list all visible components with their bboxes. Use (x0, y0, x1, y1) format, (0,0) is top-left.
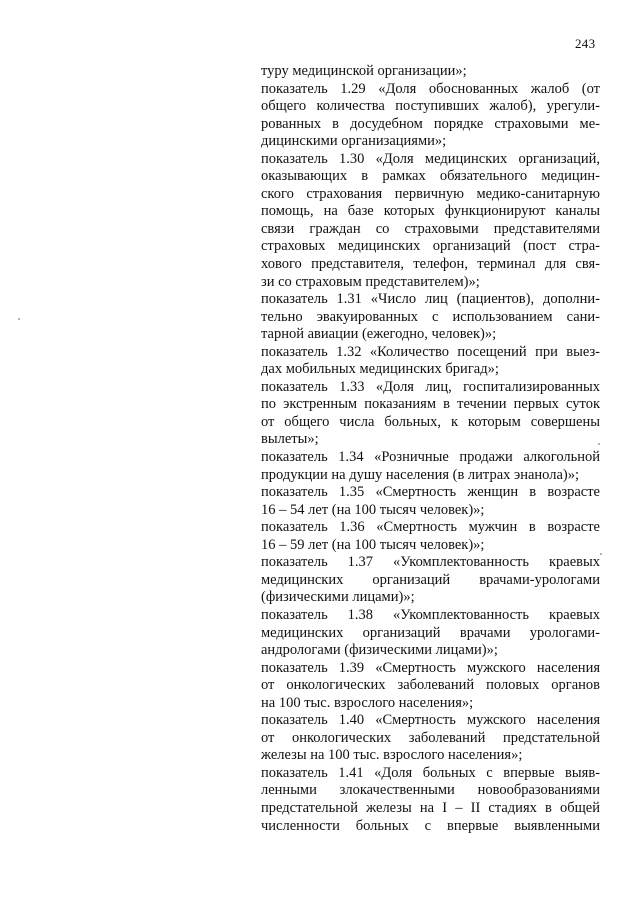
text-line: (физическими лицами)»; (261, 589, 415, 606)
text-line: дах мобильных медицинских бригад»; (261, 361, 499, 378)
text-line: от онкологических заболеваний половых органов (261, 677, 600, 694)
text-line: хового представителя, телефон, терминал для свя- (261, 256, 600, 273)
text-line: общего количества поступивших жалоб), урегули- (261, 98, 600, 115)
text-line: показатель 1.41 «Доля больных с впервые выяв- (261, 764, 600, 781)
text-line: дицинскими организациями»; (261, 133, 447, 150)
text-line: страховых медицинских организаций (пост стра- (261, 238, 600, 255)
text-line: медицинских организаций врачами-урологами (261, 571, 600, 588)
scan-speck (598, 443, 600, 445)
text-line: зи со страховым представителем)»; (261, 273, 480, 290)
text-line: андрологами (физическими лицами)»; (261, 642, 498, 659)
text-line: ского страхования первичную медико-санитарную (261, 185, 600, 202)
text-line: связи граждан со страховыми представителями (261, 220, 600, 237)
text-line: туру медицинской организации»; (261, 63, 467, 79)
text-line: показатель 1.38 «Укомплектованность краевых (261, 606, 600, 623)
text-line: железы на 100 тыс. взрослого населения»; (261, 747, 523, 764)
text-line: помощь, на базе которых функционируют каналы (261, 203, 600, 220)
text-line: от общего числа больных, к которым совершены (261, 413, 600, 430)
text-line: тарной авиации (ежегодно, человек)»; (261, 326, 497, 343)
text-line: предстательной железы на I – II стадиях в общей (261, 799, 600, 816)
text-line: 16 – 54 лет (на 100 тысяч человек)»; (261, 501, 485, 518)
text-line: на 100 тыс. взрослого населения»; (261, 694, 474, 711)
page-number: 243 (575, 36, 596, 51)
text-line: тельно эвакуированных с использованием сани- (261, 308, 600, 325)
text-line: от онкологических заболеваний предстательной (261, 729, 600, 746)
text-line: медицинских организаций врачами урологами- (261, 624, 600, 641)
text-line: показатель 1.31 «Число лиц (пациентов), дополни- (261, 291, 600, 308)
text-line: показатель 1.29 «Доля обоснованных жалоб (от (261, 80, 600, 97)
scan-speck (600, 553, 602, 555)
body-text (261, 63, 600, 835)
text-line: продукции на душу населения (в литрах энанола)»; (261, 466, 580, 483)
text-line: оказывающих в рамках обязательного медицин- (261, 168, 600, 185)
text-line: показатель 1.30 «Доля медицинских организаций, (261, 150, 600, 167)
text-line: показатель 1.39 «Смертность мужского населения (261, 659, 600, 676)
text-line: вылеты»; (261, 431, 319, 448)
text-line: показатель 1.34 «Розничные продажи алкогольной (261, 449, 600, 466)
text-line: по экстренным показаниям в течении первых суток (261, 396, 600, 413)
text-line: показатель 1.37 «Укомплектованность краевых (261, 554, 600, 571)
text-line: показатель 1.35 «Смертность женщин в возрасте (261, 484, 600, 501)
text-line: рованных в досудебном порядке страховыми ме- (261, 115, 600, 132)
text-line: показатель 1.40 «Смертность мужского населения (261, 712, 600, 729)
text-line: ленными злокачественными новообразованиями (261, 782, 600, 799)
text-line: 16 – 59 лет (на 100 тысяч человек)»; (261, 536, 485, 553)
scan-speck (18, 318, 20, 320)
text-line: показатель 1.33 «Доля лиц, госпитализированных (261, 378, 600, 395)
text-line: показатель 1.36 «Смертность мужчин в возрасте (261, 519, 600, 536)
text-line: показатель 1.32 «Количество посещений при выез- (261, 343, 600, 360)
text-line: численности больных с впервые выявленными (261, 817, 600, 834)
